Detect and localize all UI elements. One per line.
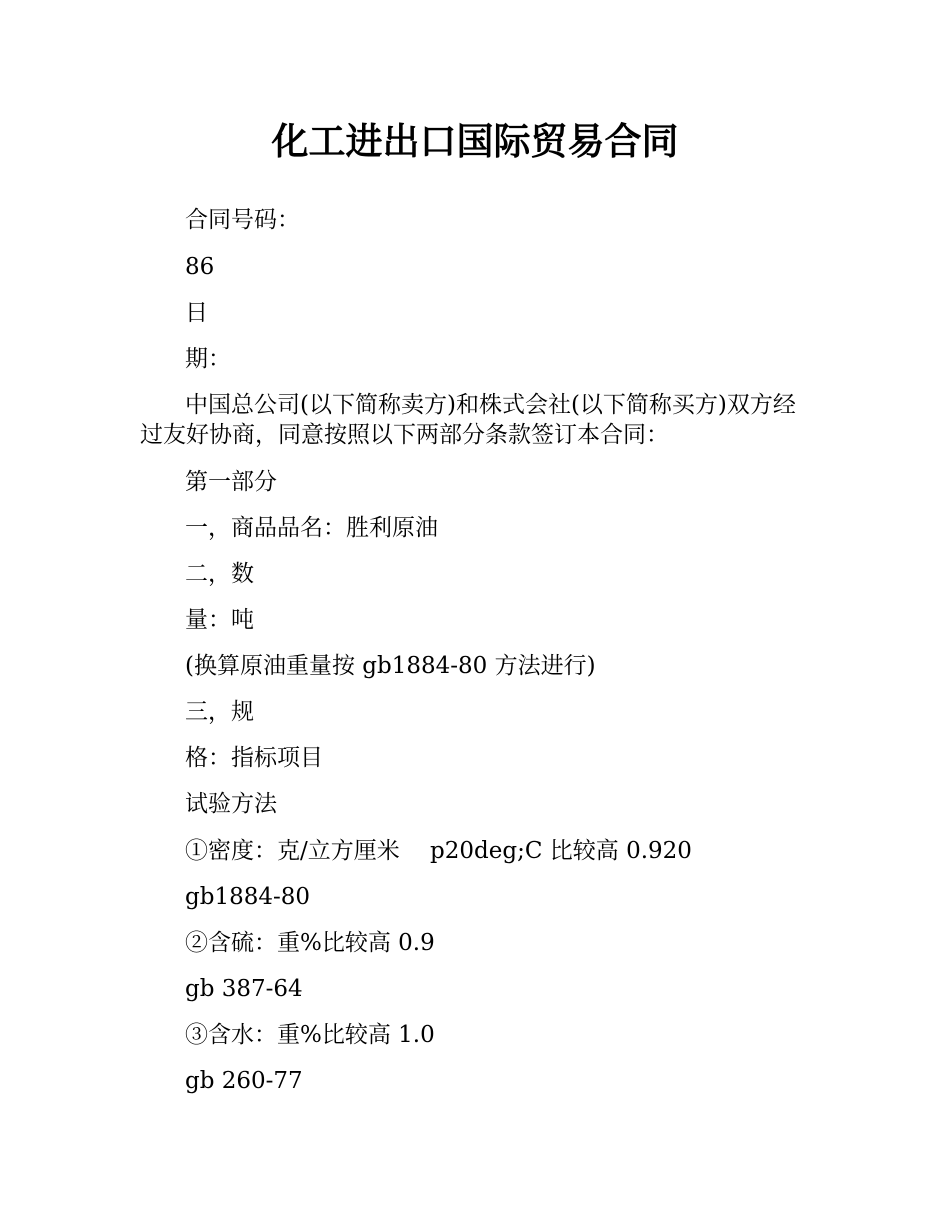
contract-number-label: 合同号码： bbox=[185, 207, 300, 233]
spec-water-standard: gb 260-77 bbox=[185, 1068, 303, 1094]
item-specification-label-part-1: 三，规 bbox=[185, 699, 254, 725]
spec-sulfur-standard: gb 387-64 bbox=[185, 976, 303, 1002]
date-label-part-2: 期： bbox=[185, 346, 231, 372]
document-title: 化工进出口国际贸易合同 bbox=[271, 120, 679, 163]
date-label-part-1: 日 bbox=[185, 300, 208, 326]
intro-paragraph: 中国总公司(以下简称卖方)和株式会社(以下简称买方)双方经过友好协商，同意按照以下两部分条款签订本合同： bbox=[140, 392, 796, 448]
spec-sulfur: ②含硫：重%比较高 0.9 bbox=[185, 930, 435, 956]
spec-water: ③含水：重%比较高 1.0 bbox=[185, 1022, 435, 1048]
contract-number-value: 86 bbox=[185, 254, 215, 280]
spec-density: ①密度：克/立方厘米 p20deg;C 比较高 0.920 bbox=[185, 838, 692, 864]
spec-density-standard: gb1884-80 bbox=[185, 884, 311, 910]
test-method-heading: 试验方法 bbox=[185, 791, 277, 817]
part-one-heading: 第一部分 bbox=[185, 469, 277, 495]
quantity-conversion-note: (换算原油重量按 gb1884-80 方法进行) bbox=[185, 653, 596, 679]
item-quantity-label-part-2: 量：吨 bbox=[185, 607, 254, 633]
item-specification-label-part-2: 格：指标项目 bbox=[185, 745, 323, 771]
item-commodity-name: 一，商品品名：胜利原油 bbox=[185, 515, 438, 541]
item-quantity-label-part-1: 二，数 bbox=[185, 561, 254, 587]
